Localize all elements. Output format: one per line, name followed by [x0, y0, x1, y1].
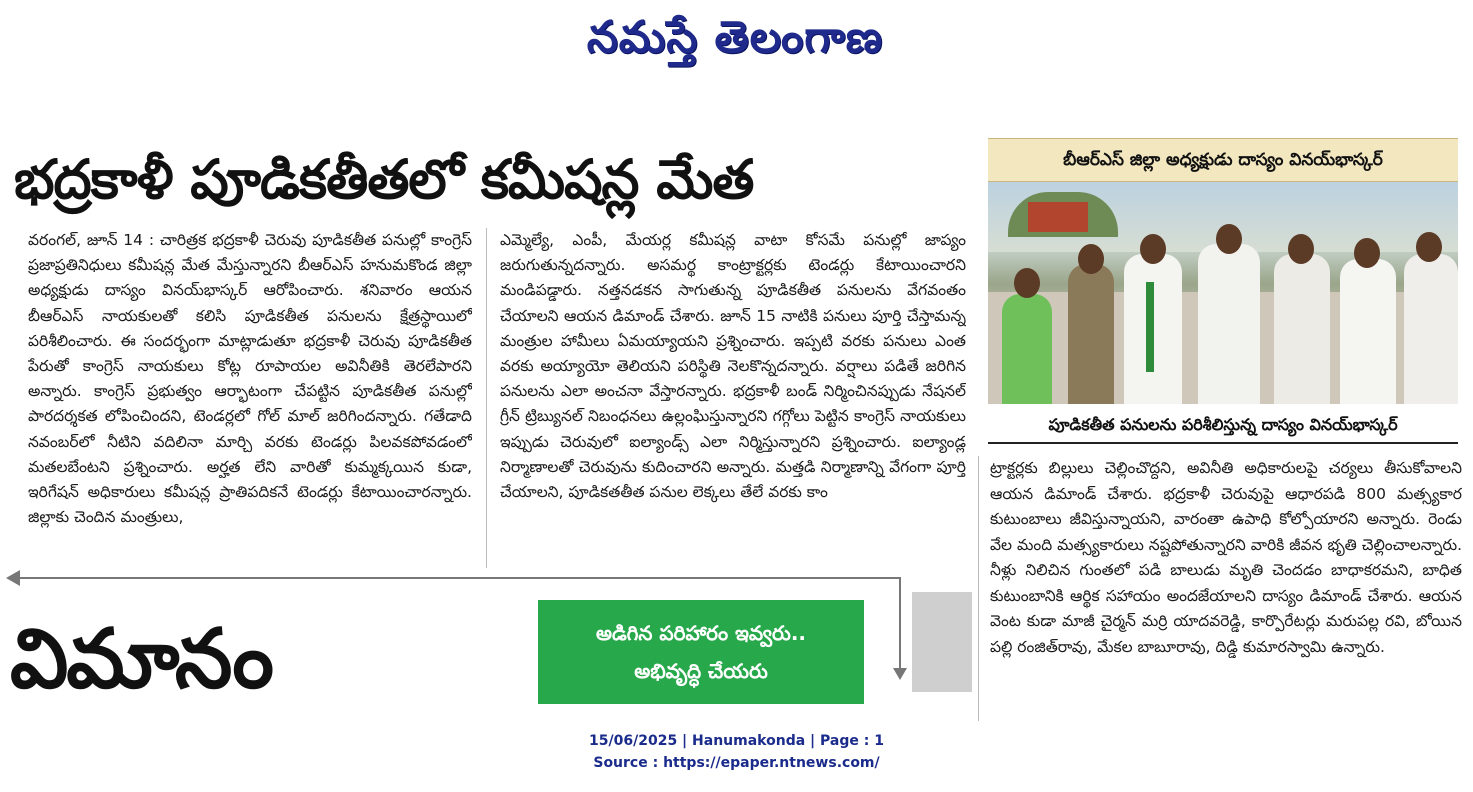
news-photo [988, 182, 1458, 404]
column-divider [978, 456, 979, 721]
grey-box [912, 592, 972, 692]
ad-green-box [538, 600, 864, 704]
photo-caption-top: బీఆర్‌ఎస్‌ జిల్లా అధ్యక్షుడు దాస్యం వినయ్‌భాస్కర్‌ [988, 138, 1458, 182]
ad-green-line-2: అభివృద్ధి చేయరు [634, 659, 768, 683]
article-column-1 [28, 228, 472, 568]
arrow-down-line [899, 577, 901, 669]
photo-caption-bottom: పూడికతీత పనులను పరిశీలిస్తున్న దాస్యం వినయ్‌భాస్కర్‌ [988, 408, 1458, 444]
footer [0, 730, 1473, 774]
column-divider [486, 228, 487, 568]
arrow-line [14, 577, 900, 579]
footer-date-edition: 15/06/2025 | Hanumakonda | Page : 1 [589, 733, 884, 749]
article-column-3 [990, 456, 1462, 721]
masthead-logo: నమస్తే తెలంగాణ [586, 12, 884, 63]
headline: భద్రకాళీ పూడికతీతలో కమీషన్ల మేత [14, 148, 754, 211]
article-text-1: వరంగల్‌, జూన్‌ 14 : చారిత్రక భద్రకాళీ చెరువు పూడికతీత పనుల్లో కాంగ్రెస్‌ ప్రజాప్రతినిధులు కమీషన్ల మేత మేస్తున్నారని బీఆర్‌ఎస్‌ హనుమకొండ జిల్లా అధ్యక్షుడు దాస్యం వినయ్‌భాస్కర్‌ ఆరోపించారు. శనివారం ఆయన బీఆర్‌ఎస్‌ నాయకులతో కలిసి పూడికతీత పనులను క్షేత్రస్థాయిలో పరిశీలించారు. ఈ సందర్భంగా మాట్లాడుతూ భద్రకాళీ చెరువు పూడికతీత పేరుతో కాంగ్రెస్‌ నాయకులు కోట్ల రూపాయల అవినీతికి తెరలేపారని అన్నారు. కాంగ్రెస్‌ ప్రభుత్వం ఆర్భాటంగా చేపట్టిన పూడికతీత పనుల్లో పారదర్శకత లోపించిందని, టెండర్లలో గోల్‌ మాల్‌ జరిగిందన్నారు. గతేడాది నవంబర్‌లో నీటిని వదిలినా మార్చి వరకు టెండర్లు పిలవకపోవడంలో మతలబేంటని ప్రశ్నించారు. అర్హత లేని వారితో కుమ్మక్కయిన కుడా, ఇరిగేషన్‌ అధికారులు కమీషన్ల ప్రాతిపదికనే టెండర్లు కేటాయించారన్నారు. జిల్లాకు చెందిన మంత్రులు, [28, 231, 472, 527]
ad-green-line-1: అడిగిన పరిహారం ఇవ్వరు.. [595, 621, 807, 645]
article-text-3: ట్రాక్టర్లకు బిల్లులు చెల్లించొద్దని, అవినీతి అధికారులపై చర్యలు తీసుకోవాలని ఆయన డిమాండ్‌ చేశారు. భద్రకాళీ చెరువుపై ఆధారపడి 800 మత్స్యకార కుటుంబాలు జీవిస్తున్నాయని, వారంతా ఉపాధి కోల్పోయారని అన్నారు. రెండు వేల మంది మత్స్యకారులు నష్టపోతున్నారని వారికి జీవన భృతి చెల్లించాలన్నారు. నీళ్లు నిలిచిన గుంతలో పడి బాలుడు మృతి చెందడం బాధాకరమని, బాధిత కుటుంబానికి ఆర్థిక సహాయం అందజేయాలని దాస్యం డిమాండ్‌ చేశారు. ఆయన వెంట కుడా మాజీ చైర్మన్‌ మర్రి యాదవరెడ్డి, కార్పొరేటర్లు మరుపల్ల రవి, బోయిన పల్లి రంజిత్‌రావు, మేకల బాబూరావు, దిడ్డి కుమారస్వామి ఉన్నారు. [990, 459, 1462, 656]
arrow-down-icon [893, 668, 907, 680]
arrow-left-icon [6, 570, 20, 586]
article-text-2: ఎమ్మెల్యే, ఎంపీ, మేయర్ల కమీషన్ల వాటా కోసమే పనుల్లో జాప్యం జరుగుతున్నదన్నారు. అసమర్థ కాంట్రాక్టర్లకు టెండర్లు కేటాయించారని మండిపడ్డారు. నత్తనడకన సాగుతున్న పూడికతీత పనులను వేగవంతం చేయాలని ఆయన డిమాండ్‌ చేశారు. జూన్‌ 15 నాటికి పనులు పూర్తి చేస్తామన్న మంత్రుల హామీలు ఏమయ్యాయని ప్రశ్నించారు. ఇప్పటి వరకు పనులు ఎంత వరకు అయ్యాయో తెలియని పరిస్థితి నెలకొన్నదన్నారు. వర్షాలు పడితే జరిగిన పనులను ఎలా అంచనా వేస్తారన్నారు. భద్రకాళీ బండ్‌ నిర్మించినప్పుడు నేషనల్‌ గ్రీన్‌ ట్రిబ్యునల్‌ నిబంధనలు ఉల్లంఘిస్తున్నారని గగ్గోలు పెట్టిన కాంగ్రెస్‌ నాయకులు ఇప్పుడు చెరువులో ఐల్యాండ్స్‌ ఎలా నిర్మిస్తున్నారని ప్రశ్నించారు. ఐల్యాండ్ల నిర్మాణాలతో చెరువును కుదించారని అన్నారు. మత్తడి నిర్మాణాన్ని వేగంగా పూర్తి చేయాలని, పూడికతతీత పనుల లెక్కలు తేలే వరకు కాం [500, 231, 966, 502]
footer-source[interactable]: Source : https://epaper.ntnews.com/ [593, 755, 880, 771]
ad-big-word: విమానం [10, 612, 272, 707]
article-column-2 [500, 228, 966, 568]
